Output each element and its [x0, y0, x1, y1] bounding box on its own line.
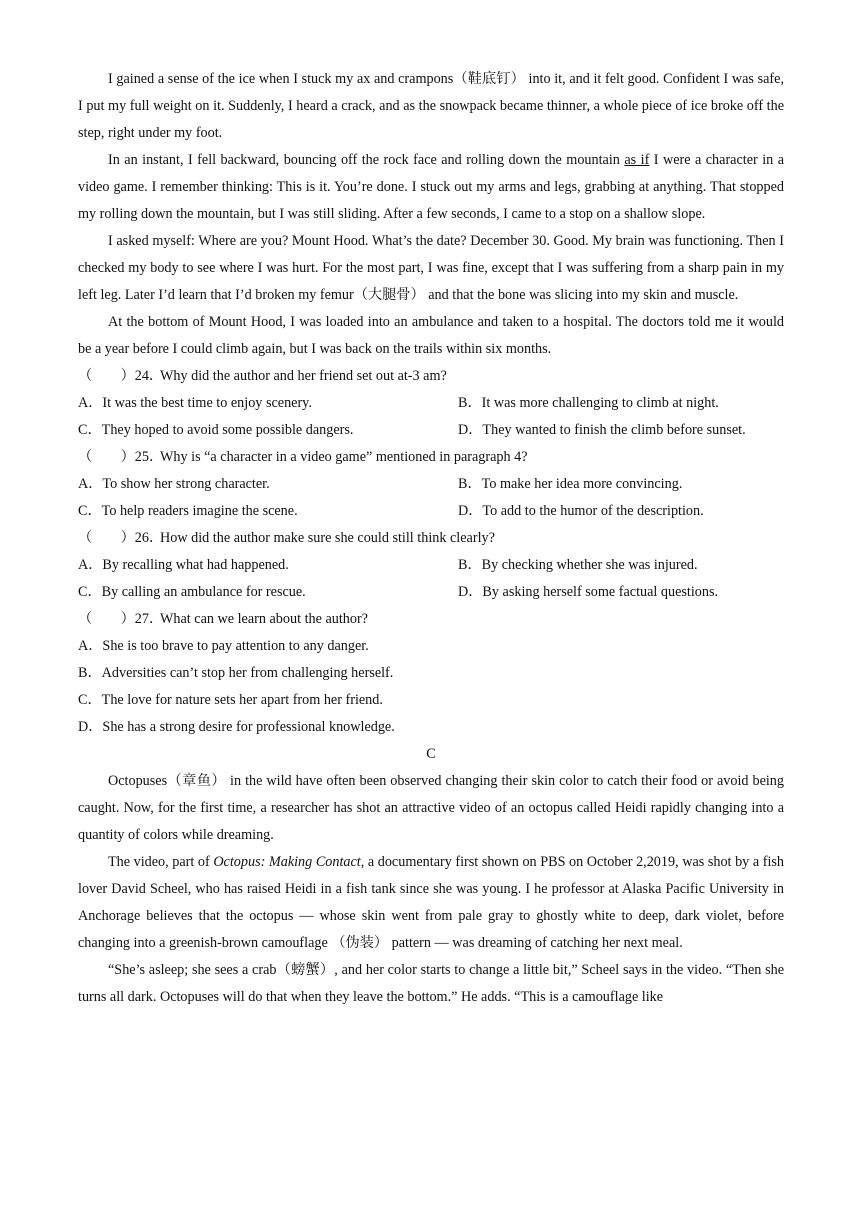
- options-row: [78, 471, 784, 498]
- options-row: [78, 417, 784, 444]
- question-stem: Why is “a character in a video game” mentioned in paragraph 4?: [160, 449, 528, 465]
- option-c[interactable]: C．They hoped to avoid some possible dangers.: [78, 422, 354, 438]
- document-page: [78, 66, 784, 1011]
- option-d[interactable]: D．They wanted to finish the climb before sunset.: [458, 422, 746, 438]
- option-a[interactable]: A．It was the best time to enjoy scenery.: [78, 395, 312, 411]
- option-b[interactable]: B．It was more challenging to climb at night.: [458, 395, 719, 411]
- question-24: [78, 363, 784, 390]
- option-b[interactable]: B．Adversities can’t stop her from challenging herself.: [78, 665, 394, 681]
- passage-b-paragraph-1: I gained a sense of the ice when I stuck my ax and crampons（鞋底钉） into it, and it felt good. Confident I was safe, I put my full weight on it. Suddenly, I heard a crack, and as the snowpack became thinner, a whole piece of ice broke off the step, right under my foot.: [78, 71, 784, 141]
- underlined-phrase: as if: [624, 152, 650, 168]
- passage-c-paragraph-1: Octopuses（章鱼） in the wild have often been observed changing their skin color to catch their food or avoid being caught. Now, for the first time, a researcher has shot an attractive video of an octopus called Heidi rapidly changing into a quantity of colors while dreaming.: [78, 773, 784, 843]
- question-stem: How did the author make sure she could still think clearly?: [160, 530, 495, 546]
- option-d[interactable]: D．She has a strong desire for professional knowledge.: [78, 719, 395, 735]
- option-c[interactable]: C．By calling an ambulance for rescue.: [78, 584, 306, 600]
- option-a[interactable]: A．By recalling what had happened.: [78, 557, 289, 573]
- passage-b-paragraph-2: [78, 147, 784, 228]
- options-row: [78, 390, 784, 417]
- option-a[interactable]: A．To show her strong character.: [78, 476, 270, 492]
- question-number: （ ）26．: [78, 530, 164, 546]
- question-number: （ ）25．: [78, 449, 164, 465]
- question-26: [78, 525, 784, 552]
- options-row: [78, 498, 784, 525]
- option-a[interactable]: A．She is too brave to pay attention to any danger.: [78, 638, 369, 654]
- option-c[interactable]: C．To help readers imagine the scene.: [78, 503, 298, 519]
- question-25: [78, 444, 784, 471]
- question-number: （ ）24．: [78, 368, 164, 384]
- option-b[interactable]: B．By checking whether she was injured.: [458, 557, 698, 573]
- section-heading-c: C: [426, 746, 436, 762]
- option-d[interactable]: D．By asking herself some factual questions.: [458, 584, 719, 600]
- options-row: [78, 552, 784, 579]
- passage-c-paragraph-3: “She’s asleep; she sees a crab（螃蟹）, and her color starts to change a little bit,” Scheel says in the video. “Then she turns all dark. Octopuses will do that when they leave the bottom.” He adds. “This is a camouflage like: [78, 962, 784, 1005]
- question-stem: Why did the author and her friend set out at-3 am?: [160, 368, 447, 384]
- passage-b-paragraph-4: At the bottom of Mount Hood, I was loaded into an ambulance and taken to a hospital. The doctors told me it would be a year before I could climb again, but I was back on the trails within six months.: [78, 314, 784, 357]
- paragraph-text: In an instant, I fell backward, bouncing off the rock face and rolling down the mountain: [108, 152, 625, 168]
- documentary-title: Octopus: Making Contact: [213, 854, 361, 870]
- question-stem: What can we learn about the author?: [160, 611, 368, 627]
- option-c[interactable]: C．The love for nature sets her apart from her friend.: [78, 692, 383, 708]
- paragraph-text: , a documentary first shown on PBS on October 2,2019, was shot by a fish lover David Scheel, who has raised Heidi in a fish tank since she was young. I he professor at Alaska Pacific University in Anchorage believes that the octopus — whose skin went from pale gray to ghostly white to deep, dark violet, before changing into a greenish-brown camouflage （伪装） pattern — was dreaming of catching her next meal.: [78, 854, 784, 951]
- passage-c-paragraph-2: [78, 849, 784, 957]
- option-b[interactable]: B．To make her idea more convincing.: [458, 476, 683, 492]
- passage-b-paragraph-3: I asked myself: Where are you? Mount Hood. What’s the date? December 30. Good. My brain was functioning. Then I checked my body to see where I was hurt. For the most part, I was fine, except that I was suffering from a sharp pain in my left leg. Later I’d learn that I’d broken my femur（大腿骨） and that the bone was slicing into my skin and muscle.: [78, 233, 784, 303]
- option-d[interactable]: D．To add to the humor of the description.: [458, 503, 704, 519]
- options-row: [78, 579, 784, 606]
- question-27: [78, 606, 784, 633]
- paragraph-text: The video, part of: [108, 854, 214, 870]
- paragraph-text: I were a character in a video game. I remember thinking: This is it. You’re done. I stuck out my arms and legs, grabbing at anything. That stopped my rolling down the mountain, but I was still sliding. After a few seconds, I came to a stop on a shallow slope.: [78, 152, 784, 222]
- question-number: （ ）27．: [78, 611, 164, 627]
